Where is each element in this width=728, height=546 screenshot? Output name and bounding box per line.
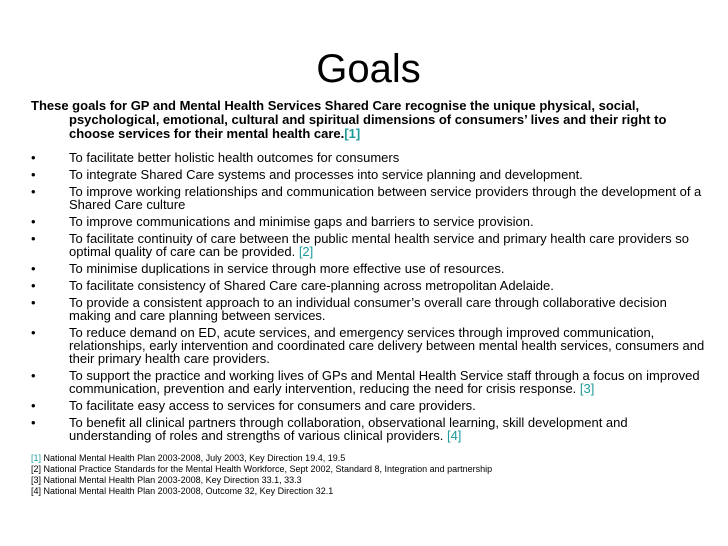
goal-item — [31, 215, 706, 228]
goal-item — [31, 279, 706, 292]
footnote-ref[interactable]: [1] — [31, 453, 42, 463]
bullet-icon: • — [31, 261, 36, 276]
footnote-ref: [2] — [31, 464, 42, 474]
footnote-ref: [3] — [31, 475, 42, 485]
footnote-ref: [4] — [31, 486, 42, 496]
goal-item — [31, 369, 706, 395]
footnote — [31, 486, 706, 497]
goal-text: To support the practice and working lives of GPs and Mental Health Service staff through a focus on improved communication, prevention and early intervention, reducing the need for crisis response. — [69, 368, 700, 396]
goal-item — [31, 262, 706, 275]
goal-text: To facilitate continuity of care between the public mental health service and primary health care providers so optimal quality of care can be provided. — [69, 231, 689, 259]
goal-text: To facilitate better holistic health outcomes for consumers — [69, 150, 400, 165]
goal-footnote-link[interactable]: [3] — [579, 381, 595, 396]
footnotes — [31, 453, 706, 497]
bullet-icon: • — [31, 415, 36, 430]
goal-item — [31, 168, 706, 181]
footnote-text: National Mental Health Plan 2003-2008, July 2003, Key Direction 19.4, 19.5 — [43, 453, 346, 463]
goal-text: To benefit all clinical partners through collaboration, observational learning, skill development and understanding of roles and strengths of various clinical providers. — [69, 415, 628, 443]
bullet-icon: • — [31, 278, 36, 293]
goal-item — [31, 296, 706, 322]
footnote — [31, 453, 706, 464]
bullet-icon: • — [31, 167, 36, 182]
footnote — [31, 464, 706, 475]
goal-footnote-link[interactable]: [4] — [446, 428, 462, 443]
intro-paragraph — [31, 99, 706, 141]
goal-item — [31, 399, 706, 412]
goal-item — [31, 151, 706, 164]
goals-list — [31, 151, 706, 442]
intro-text: These goals for GP and Mental Health Services Shared Care recognise the unique physical, social, psychological, emotional, cultural and spiritual dimensions of consumers’ lives and their right to choose services for their mental health care. — [31, 98, 667, 141]
goal-text: To provide a consistent approach to an individual consumer’s overall care through collaborative decision making and care planning between services. — [69, 295, 667, 323]
goal-text: To facilitate consistency of Shared Care care-planning across metropolitan Adelaide. — [69, 278, 554, 293]
bullet-icon: • — [31, 368, 36, 383]
bullet-icon: • — [31, 398, 36, 413]
goal-text: To improve communications and minimise gaps and barriers to service provision. — [69, 214, 534, 229]
goal-item — [31, 416, 706, 442]
goal-item — [31, 326, 706, 365]
goal-item — [31, 232, 706, 258]
bullet-icon: • — [31, 295, 36, 310]
goal-item — [31, 185, 706, 211]
footnote-text: National Mental Health Plan 2003-2008, Key Direction 33.1, 33.3 — [43, 475, 302, 485]
goal-text: To integrate Shared Care systems and processes into service planning and development. — [69, 167, 583, 182]
goal-footnote-link[interactable]: [2] — [298, 244, 314, 259]
goal-text: To reduce demand on ED, acute services, and emergency services through improved communication, relationships, early intervention and coordinated care delivery between mental health services, consumers and their primary health care providers. — [69, 325, 705, 366]
goal-text: To improve working relationships and communication between service providers through the development of a Shared Care culture — [69, 184, 702, 212]
bullet-icon: • — [31, 231, 36, 246]
footnote-text: National Practice Standards for the Mental Health Workforce, Sept 2002, Standard 8, Integration and partnership — [43, 464, 493, 474]
goal-text: To facilitate easy access to services for consumers and care providers. — [69, 398, 476, 413]
footnote-text: National Mental Health Plan 2003-2008, Outcome 32, Key Direction 32.1 — [43, 486, 334, 496]
bullet-icon: • — [31, 184, 36, 199]
intro-footnote-link[interactable]: [1] — [344, 126, 361, 141]
footnote — [31, 475, 706, 486]
bullet-icon: • — [31, 325, 36, 340]
slide-title: Goals — [316, 47, 421, 91]
goal-text: To minimise duplications in service through more effective use of resources. — [69, 261, 505, 276]
bullet-icon: • — [31, 150, 36, 165]
bullet-icon: • — [31, 214, 36, 229]
